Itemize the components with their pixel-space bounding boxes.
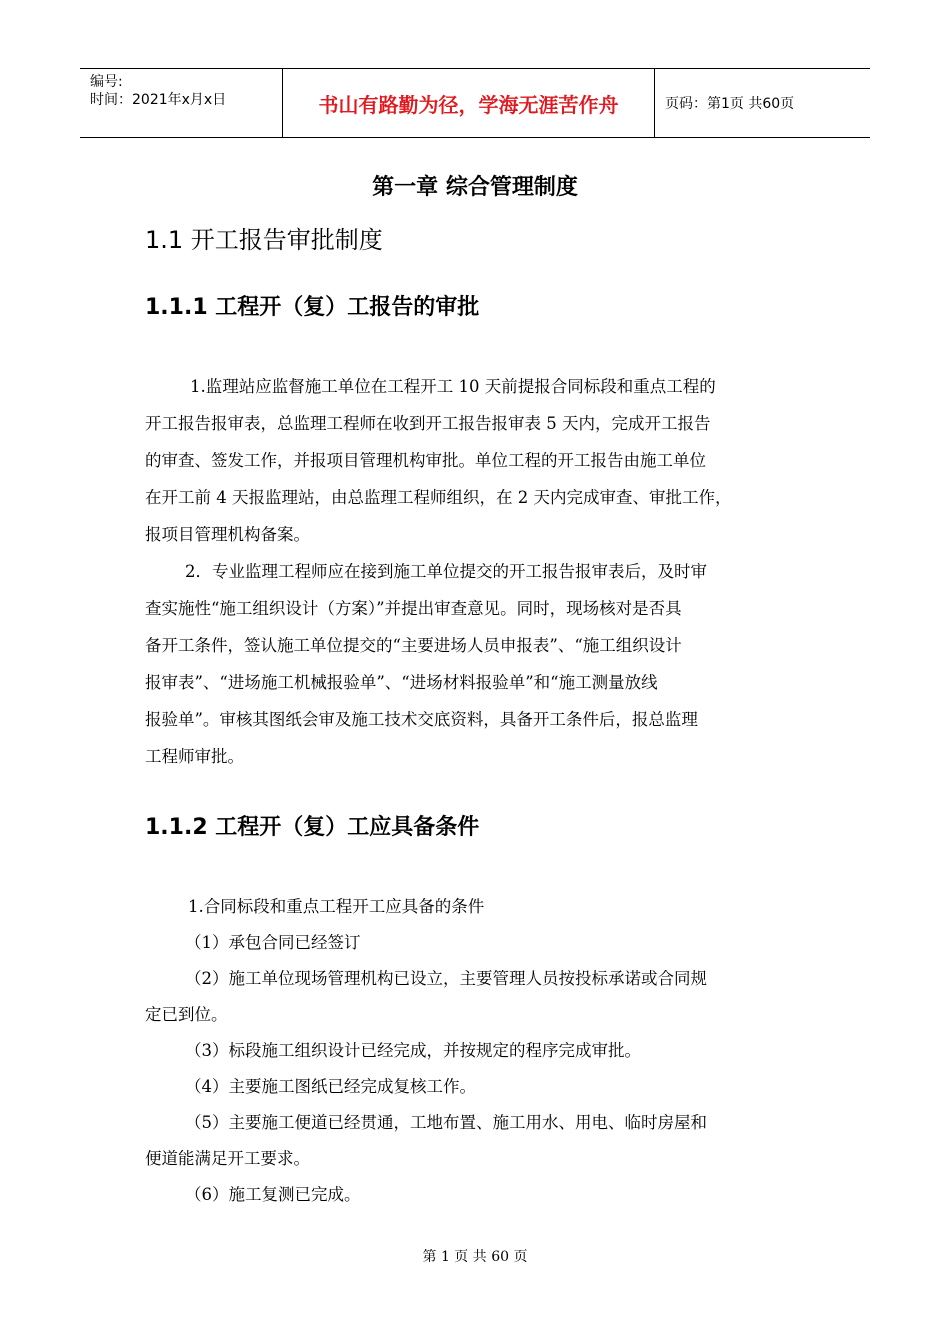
paragraph-line: 报审表”、“进场施工机械报验单”、“进场材料报验单”和“施工测量放线 [145, 673, 658, 692]
paragraph-line: 的审查、签发工作，并报项目管理机构审批。单位工程的开工报告由施工单位 [145, 451, 706, 470]
section-title: 1.1 开工报告审批制度 [145, 226, 383, 254]
list-item-continuation: 便道能满足开工要求。 [145, 1149, 310, 1168]
document-number-label: 编号: [90, 74, 123, 90]
list-item: （3）标段施工组织设计已经完成，并按规定的程序完成审批。 [185, 1041, 641, 1060]
document-time-label: 时间：2021年x月x日 [90, 92, 227, 108]
chapter-title: 第一章 综合管理制度 [372, 175, 578, 200]
paragraph-line: 1.监理站应监督施工单位在工程开工 10 天前提报合同标段和重点工程的 [190, 377, 716, 396]
paragraph-line: 在开工前 4 天报监理站，由总监理工程师组织，在 2 天内完成审查、审批工作， [145, 488, 732, 507]
list-item: （6）施工复测已完成。 [185, 1185, 361, 1204]
subsection-2-title: 1.1.2 工程开（复）工应具备条件 [145, 815, 480, 840]
paragraph-line: 工程师审批。 [145, 747, 244, 766]
list-item: （4）主要施工图纸已经完成复核工作。 [185, 1077, 476, 1096]
page-footer: 第 1 页 共 60 页 [422, 1249, 528, 1265]
header-left-cell [80, 69, 282, 137]
paragraph-line: 2．专业监理工程师应在接到施工单位提交的开工报告报审表后，及时审 [185, 562, 707, 581]
list-item-continuation: 定已到位。 [145, 1005, 228, 1024]
list-item: （2）施工单位现场管理机构已设立，主要管理人员按投标承诺或合同规 [185, 969, 707, 988]
page-header [80, 68, 870, 138]
paragraph-line: 报验单”。审核其图纸会审及施工技术交底资料，具备开工条件后，报总监理 [145, 710, 698, 729]
header-page-info: 页码：第1页 共60页 [665, 96, 795, 112]
header-motto: 书山有路勤为径，学海无涯苦作舟 [282, 69, 655, 137]
list-item: （1）承包合同已经签订 [185, 933, 361, 952]
list-item: （5）主要施工便道已经贯通，工地布置、施工用水、用电、临时房屋和 [185, 1113, 707, 1132]
paragraph-line: 备开工条件，签认施工单位提交的“主要进场人员申报表”、“施工组织设计 [145, 636, 682, 655]
subsection-1-title: 1.1.1 工程开（复）工报告的审批 [145, 295, 480, 320]
paragraph-line: 开工报告报审表，总监理工程师在收到开工报告报审表 5 天内，完成开工报告 [145, 414, 711, 433]
paragraph-line: 报项目管理机构备案。 [145, 525, 310, 544]
paragraph-line: 查实施性“施工组织设计（方案）”并提出审查意见。同时，现场核对是否具 [145, 599, 682, 618]
paragraph-line: 1.合同标段和重点工程开工应具备的条件 [188, 897, 485, 916]
